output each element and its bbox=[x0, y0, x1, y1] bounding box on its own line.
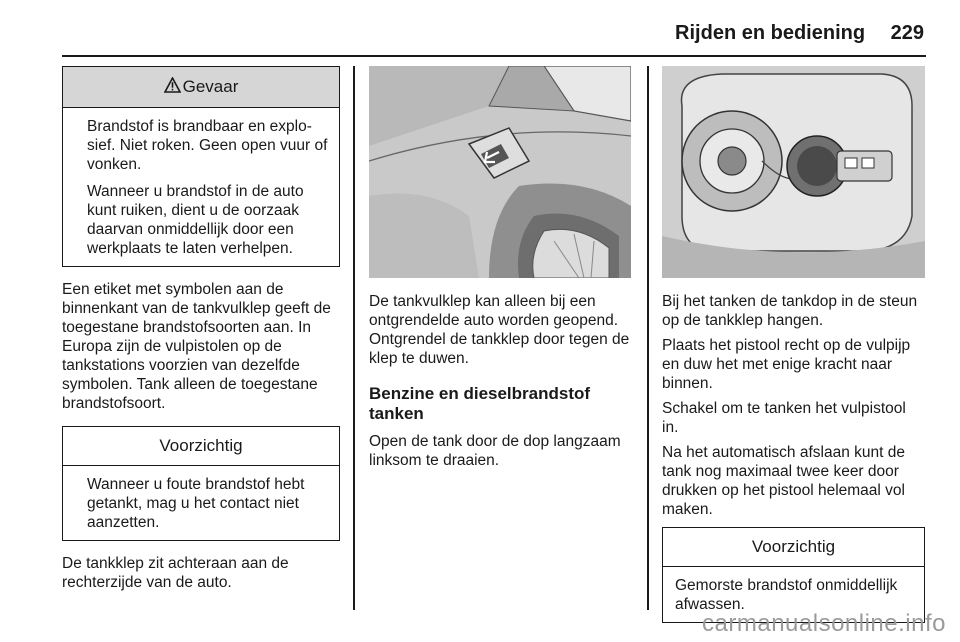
section-title: Rijden en bediening bbox=[675, 22, 866, 44]
danger-box bbox=[62, 66, 340, 267]
start-fuelling-paragraph: Schakel om te tanken het vulpistool in. bbox=[662, 400, 906, 436]
caution-box-2 bbox=[662, 527, 925, 623]
column-3 bbox=[662, 66, 925, 623]
page-number: 229 bbox=[890, 22, 924, 44]
caution-box-2-header: Voorzichtig bbox=[663, 528, 924, 567]
column-1 bbox=[62, 66, 340, 592]
warning-triangle-icon bbox=[164, 77, 181, 98]
column-divider-1 bbox=[353, 66, 355, 610]
caution-box-1-header: Voorzichtig bbox=[63, 427, 339, 466]
danger-text-1: Brandstof is brandbaar en explosief. Niet roken. Geen open vuur of vonken. bbox=[87, 118, 328, 173]
insert-nozzle-paragraph: Plaats het pistool recht op de vulpijp en duw het met enige kracht naar binnen. bbox=[662, 337, 911, 392]
danger-box-title: Gevaar bbox=[182, 77, 239, 96]
caution-text-1: Wanneer u foute brandstof hebt getankt, mag u het contact niet aanzetten. bbox=[87, 476, 305, 531]
filler-flap-location-paragraph: De tankklep zit achteraan aan de rechterzijde van de auto. bbox=[62, 555, 289, 591]
flap-unlock-paragraph: De tankvulklep kan alleen bij een ontgrendelde auto worden geopend. Ontgrendel de tankklep door tegen de klep te duwen. bbox=[369, 293, 630, 367]
danger-text-2: Wanneer u brandstof in de auto kunt ruiken, dient u de oorzaak daarvan onmiddellijk door een werkplaats te laten verhelpen. bbox=[87, 183, 304, 257]
fuel-label-paragraph: Een etiket met symbolen aan de binnenkant van de tankvulklep geeft de toegestane brandstofsoorten aan. In Europa zijn de vulpistolen op de tankstations voorzien van dezelfde symbolen. Tank alleen de toegestane brandstofsoort. bbox=[62, 281, 331, 412]
car-rear-fuel-flap-illustration bbox=[369, 66, 631, 278]
column-2 bbox=[369, 66, 631, 470]
refuelling-heading: Benzine en dieselbrandstof tanken bbox=[369, 384, 591, 423]
fuel-cap-holder-illustration bbox=[662, 66, 925, 278]
column-divider-2 bbox=[647, 66, 649, 610]
header-rule bbox=[62, 55, 926, 57]
danger-box-body bbox=[63, 108, 339, 266]
top-up-paragraph: Na het automatisch afslaan kunt de tank nog maximaal twee keer door drukken op het pistool helemaal vol maken. bbox=[662, 444, 905, 518]
page-header bbox=[675, 22, 924, 45]
caution-text-2: Gemorste brandstof onmiddellijk afwassen. bbox=[675, 577, 898, 613]
hang-cap-paragraph: Bij het tanken de tankdop in de steun op de tankklep hangen. bbox=[662, 293, 918, 329]
caution-box-1-body bbox=[63, 466, 339, 540]
caution-box-1 bbox=[62, 426, 340, 541]
watermark: carmanualsonline.info bbox=[702, 610, 946, 637]
danger-box-header bbox=[63, 67, 339, 108]
open-cap-paragraph: Open de tank door de dop langzaam linksom te draaien. bbox=[369, 433, 621, 469]
